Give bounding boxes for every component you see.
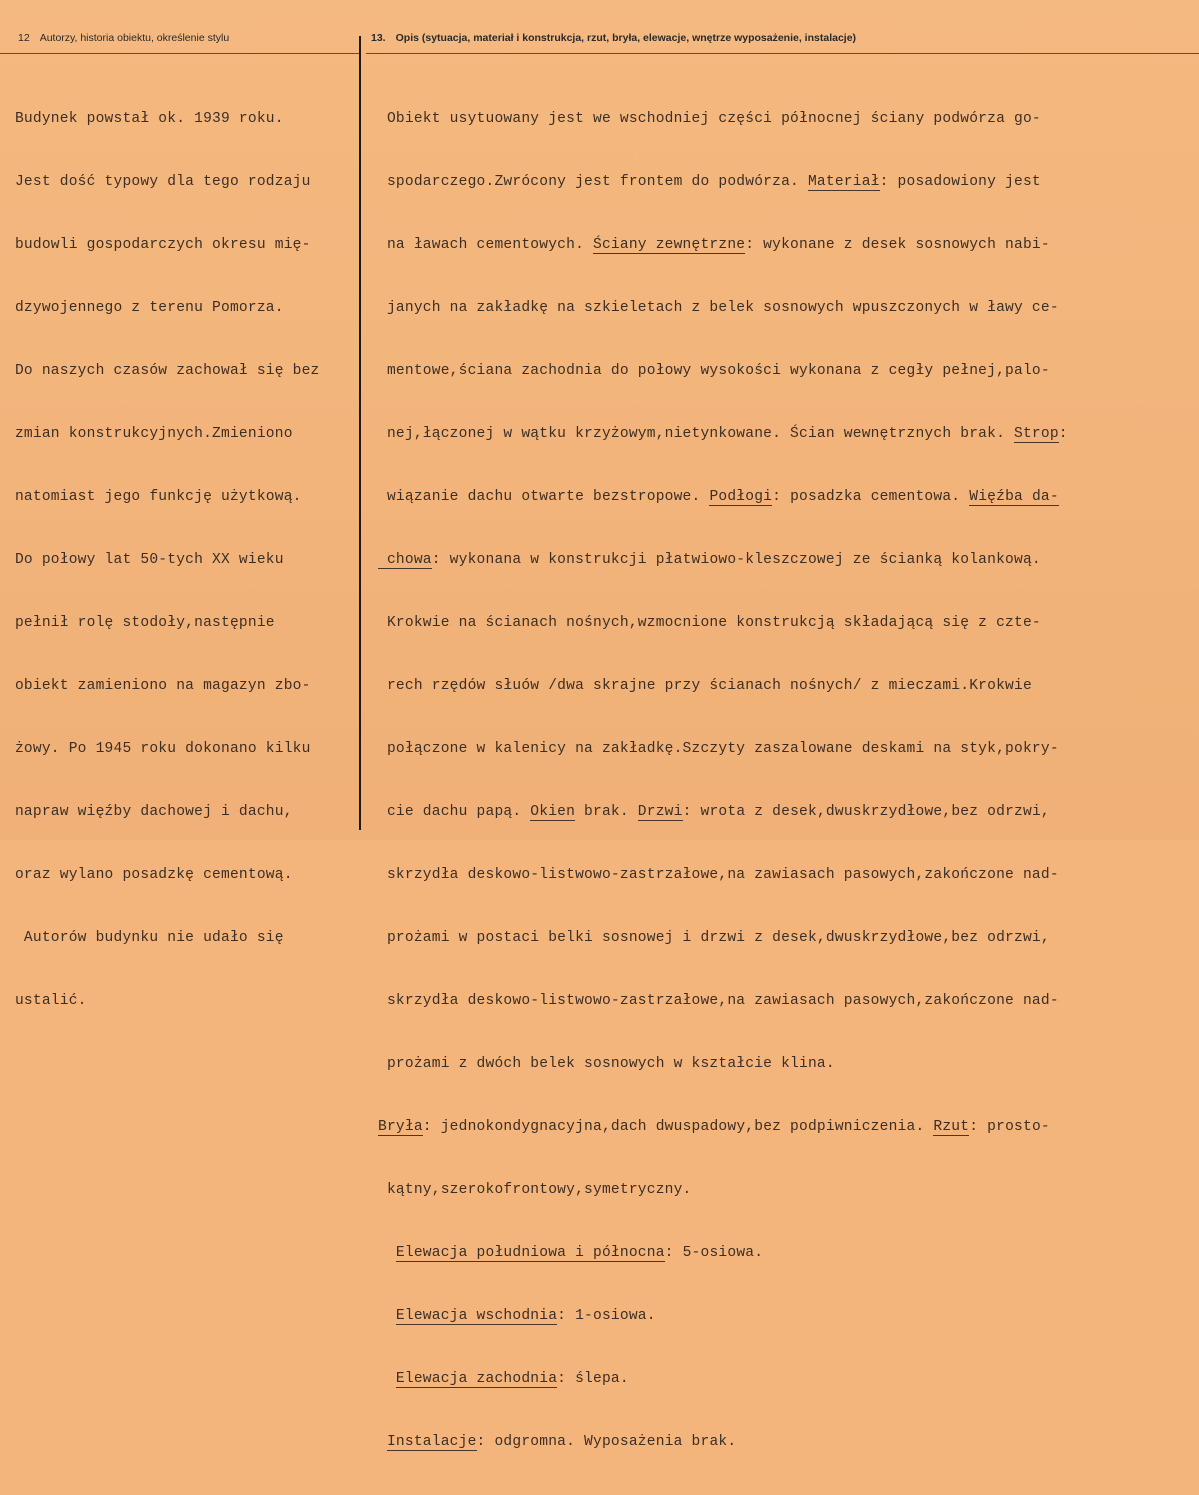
header-rule-left xyxy=(0,53,360,54)
heading-doors: Drzwi xyxy=(637,804,683,820)
heading-installations: Instalacje xyxy=(386,1434,477,1450)
text-run: : xyxy=(1058,426,1068,442)
text-run: : jednokondygnacyjna,dach dwuspadowy,bez podpiwniczenia. xyxy=(422,1119,934,1135)
heading-elevation-south-north: Elewacja południowa i północna xyxy=(395,1245,665,1261)
section-12-title: Autorzy, historia obiektu, określenie stylu xyxy=(39,32,230,44)
text-line xyxy=(378,172,1068,193)
text-run: : odgromna. Wyposażenia brak. xyxy=(476,1434,737,1450)
heading-ceiling: Strop xyxy=(1014,426,1059,442)
text-line xyxy=(378,1306,1068,1327)
text-line: dzywojennego z terenu Pomorza. xyxy=(6,300,284,316)
text-run: : wykonana w konstrukcji płatwiowo-kleszczowej ze ścianką kolankową. xyxy=(431,552,1041,568)
text-line xyxy=(378,739,1068,760)
heading-elevation-west: Elewacja zachodnia xyxy=(395,1371,558,1387)
text-line xyxy=(378,550,1068,571)
heading-windows: Okien xyxy=(530,804,576,820)
authors-history-text xyxy=(6,67,320,1054)
text-run: : posadowiony jest xyxy=(879,174,1041,190)
text-run: prożami w postaci belki sosnowej i drzwi z desek,dwuskrzydłowe,bez odrzwi, xyxy=(378,930,1050,946)
text-line: Jest dość typowy dla tego rodzaju xyxy=(6,174,311,190)
text-run: wiązanie dachu otwarte bezstropowe. xyxy=(378,489,710,505)
heading-plan: Rzut xyxy=(933,1119,970,1135)
text-run: : posadzka cementowa. xyxy=(772,489,970,505)
text-run: janych na zakładkę na szkieletach z belek sosnowych wpuszczonych w ławy ce- xyxy=(378,300,1059,316)
text-run: skrzydła deskowo-listwowo-zastrzałowe,na zawiasach pasowych,zakończone nad- xyxy=(378,867,1059,883)
text-line: Do naszych czasów zachował się bez xyxy=(6,363,320,379)
text-run: : 1-osiowa. xyxy=(557,1308,656,1324)
text-line xyxy=(378,109,1068,130)
text-run: : 5-osiowa. xyxy=(664,1245,764,1261)
heading-outer-walls: Ściany zewnętrzne xyxy=(592,237,746,253)
text-line xyxy=(378,928,1068,949)
text-line xyxy=(378,1369,1068,1390)
text-run: rech rzędów słuów /dwa skrajne przy ścianach nośnych/ z mieczami.Krokwie xyxy=(378,678,1032,694)
text-line xyxy=(378,865,1068,886)
text-run: kątny,szerokofrontowy,symetryczny. xyxy=(378,1182,692,1198)
heading-floors: Podłogi xyxy=(709,489,773,505)
text-run: na ławach cementowych. xyxy=(378,237,593,253)
text-line xyxy=(378,1243,1068,1264)
heading-roof-truss: Więźba da- xyxy=(969,489,1059,505)
section-13-number: 13. xyxy=(371,32,386,44)
text-run: mentowe,ściana zachodnia do połowy wysokości wykonana z cegły pełnej,palo- xyxy=(378,363,1050,379)
text-line: ustalić. xyxy=(6,993,87,1009)
text-run: : wrota z desek,dwuskrzydłowe,bez odrzwi, xyxy=(682,804,1050,820)
text-run: prożami z dwóch belek sosnowych w kształcie klina. xyxy=(378,1056,835,1072)
text-run: Obiekt usytuowany jest we wschodniej części północnej ściany podwórza go- xyxy=(378,111,1041,127)
section-13-title: Opis (sytuacja, materiał i konstrukcja, rzut, bryła, elewacje, wnętrze wyposażenie, instalacje) xyxy=(395,32,857,44)
text-line xyxy=(378,1180,1068,1201)
text-line: pełnił rolę stodoły,następnie xyxy=(6,615,275,631)
description-text xyxy=(378,67,1068,1495)
text-run: brak. xyxy=(575,804,638,820)
text-run: połączone w kalenicy na zakładkę.Szczyty zaszalowane deskami na styk,pokry- xyxy=(378,741,1059,757)
text-line xyxy=(378,802,1068,823)
text-line xyxy=(378,1432,1068,1453)
column-divider xyxy=(359,36,361,830)
text-run: cie dachu papą. xyxy=(378,804,531,820)
header-rule-right xyxy=(366,53,1199,54)
text-line xyxy=(378,235,1068,256)
section-12-number: 12 xyxy=(18,32,30,44)
text-line xyxy=(378,487,1068,508)
text-line xyxy=(378,298,1068,319)
text-line: budowli gospodarczych okresu mię- xyxy=(6,237,311,253)
text-line xyxy=(378,991,1068,1012)
heading-elevation-east: Elewacja wschodnia xyxy=(395,1308,558,1324)
text-run: skrzydła deskowo-listwowo-zastrzałowe,na zawiasach pasowych,zakończone nad- xyxy=(378,993,1059,1009)
text-line xyxy=(378,613,1068,634)
text-line: Autorów budynku nie udało się xyxy=(6,930,284,946)
text-run: : ślepa. xyxy=(557,1371,629,1387)
text-line: Do połowy lat 50-tych XX wieku xyxy=(6,552,284,568)
section-13-header xyxy=(371,32,856,44)
text-line xyxy=(378,676,1068,697)
text-run: nej,łączonej w wątku krzyżowym,nietynkowane. Ścian wewnętrznych brak. xyxy=(378,426,1014,442)
text-line: żowy. Po 1945 roku dokonano kilku xyxy=(6,741,311,757)
heading-body: Bryła xyxy=(378,1119,423,1135)
text-line: oraz wylano posadzkę cementową. xyxy=(6,867,293,883)
text-run: : prosto- xyxy=(969,1119,1050,1135)
heading-roof-truss-cont: chowa xyxy=(378,552,432,568)
text-line: natomiast jego funkcję użytkową. xyxy=(6,489,302,505)
text-line: napraw więźby dachowej i dachu, xyxy=(6,804,293,820)
text-run: Krokwie na ścianach nośnych,wzmocnione konstrukcją składającą się z czte- xyxy=(378,615,1041,631)
text-line xyxy=(378,1117,1068,1138)
section-12-header xyxy=(18,32,229,44)
heading-material: Materiał xyxy=(807,174,880,190)
text-line xyxy=(378,424,1068,445)
text-run: spodarczego.Zwrócony jest frontem do podwórza. xyxy=(378,174,808,190)
text-line xyxy=(378,1054,1068,1075)
text-line: Budynek powstał ok. 1939 roku. xyxy=(6,111,284,127)
text-line: obiekt zamieniono na magazyn zbo- xyxy=(6,678,311,694)
text-line: zmian konstrukcyjnych.Zmieniono xyxy=(6,426,293,442)
text-run: : wykonane z desek sosnowych nabi- xyxy=(745,237,1050,253)
text-line xyxy=(378,361,1068,382)
